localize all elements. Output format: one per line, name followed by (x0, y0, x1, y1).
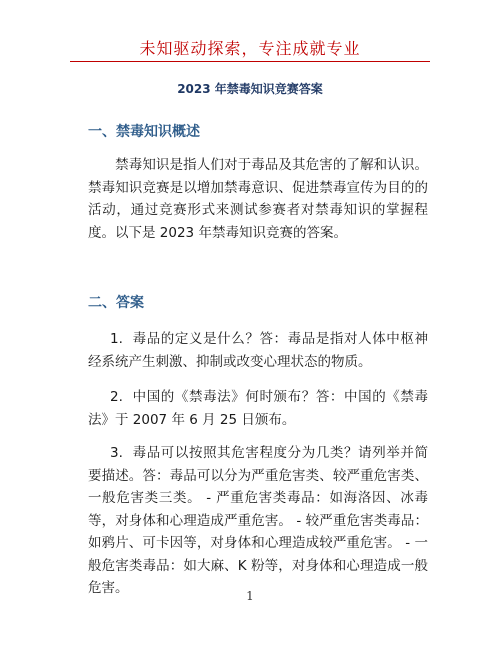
answer-item (88, 442, 428, 600)
answer-text: 中国的《禁毒法》何时颁布？答：中国的《禁毒法》于 2007 年 6 月 25 日颁布。 (88, 389, 428, 428)
answer-item (88, 328, 428, 373)
page-header (0, 0, 500, 62)
answer-item (88, 386, 428, 431)
header-divider (70, 61, 430, 62)
answer-text: 毒品可以按照其危害程度分为几类？请列举并简要描述。答：毒品可以分为严重危害类、较严重危害类、一般危害类三类。 - 严重危害类毒品：如海洛因、冰毒等，对身体和心理造成严重危害。 - 较严重危害类毒品：如鸦片、可卡因等，对身体和心理造成较严重危害。 - 一般危害类毒品：如大麻、K 粉等，对身体和心理造成一般危害。 (88, 445, 428, 596)
intro-paragraph (88, 154, 428, 244)
answer-number: 3. (110, 445, 123, 461)
answer-text: 毒品的定义是什么？答：毒品是指对人体中枢神经系统产生刺激、抑制或改变心理状态的物质。 (88, 331, 428, 370)
section-heading-overview: 一、禁毒知识概述 (88, 124, 200, 140)
section-heading-answers: 二、答案 (88, 295, 144, 311)
answer-number: 1. (110, 331, 123, 347)
intro-text: 禁毒知识是指人们对于毒品及其危害的了解和认识。禁毒知识竞赛是以增加禁毒意识、促进禁毒宣传为目的的活动，通过竞赛形式来测试参赛者对禁毒知识的掌握程度。以下是 2023 年禁毒知识竞赛的答案。 (88, 157, 428, 241)
page-number: 1 (246, 589, 254, 603)
answer-number: 2. (110, 389, 123, 405)
document-title: 2023 年禁毒知识竞赛答案 (177, 82, 323, 96)
header-slogan: 未知驱动探索，专注成就专业 (139, 39, 361, 58)
